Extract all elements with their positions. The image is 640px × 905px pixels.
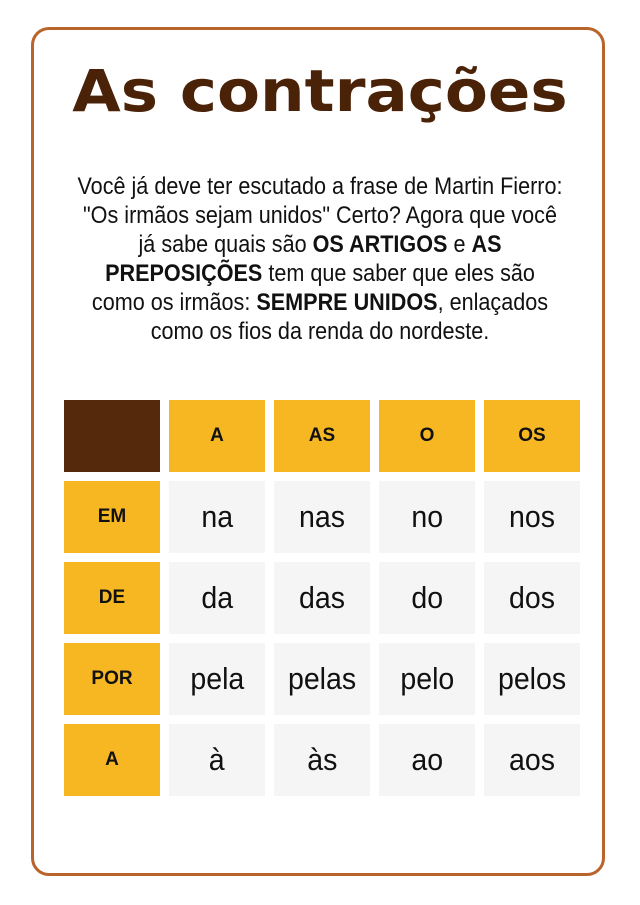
table-cell: nos [484, 481, 580, 553]
table-corner [64, 400, 160, 472]
row-header: DE [64, 562, 160, 634]
table-cell: pelos [484, 643, 580, 715]
intro-text-2: e [447, 231, 472, 258]
row-header: EM [64, 481, 160, 553]
table-cell: ao [379, 724, 475, 796]
page-title: As contrações [72, 57, 568, 125]
table-cell: da [169, 562, 265, 634]
table-cell: aos [484, 724, 580, 796]
intro-bold-preposicoes: AS PREPOSIÇÕES [105, 231, 502, 287]
column-header: OS [484, 400, 580, 472]
intro-bold-artigos: OS ARTIGOS [312, 231, 448, 258]
table-cell: pelo [379, 643, 475, 715]
column-header: A [169, 400, 265, 472]
table-cell: no [379, 481, 475, 553]
table-cell: pela [169, 643, 265, 715]
column-header: AS [274, 400, 370, 472]
table-cell: na [169, 481, 265, 553]
column-header: O [379, 400, 475, 472]
table-cell: das [274, 562, 370, 634]
table-cell: dos [484, 562, 580, 634]
row-header: POR [64, 643, 160, 715]
table-cell: pelas [274, 643, 370, 715]
intro-text-1: Você já deve ter escutado a frase de Martin Fierro: "Os irmãos sejam unidos" Certo? Agora que você já sabe quais são [77, 173, 563, 258]
intro-text-4: , enlaçados como os fios da renda do nordeste. [150, 289, 549, 345]
table-cell: à [169, 724, 265, 796]
row-header: A [64, 724, 160, 796]
table-cell: às [274, 724, 370, 796]
table-cell: nas [274, 481, 370, 553]
intro-paragraph [77, 172, 563, 346]
intro-text-3: tem que saber que eles são como os irmãos: [91, 260, 535, 316]
contractions-table [64, 400, 580, 796]
intro-bold-sempre-unidos: SEMPRE UNIDOS [256, 289, 438, 316]
table-cell: do [379, 562, 475, 634]
